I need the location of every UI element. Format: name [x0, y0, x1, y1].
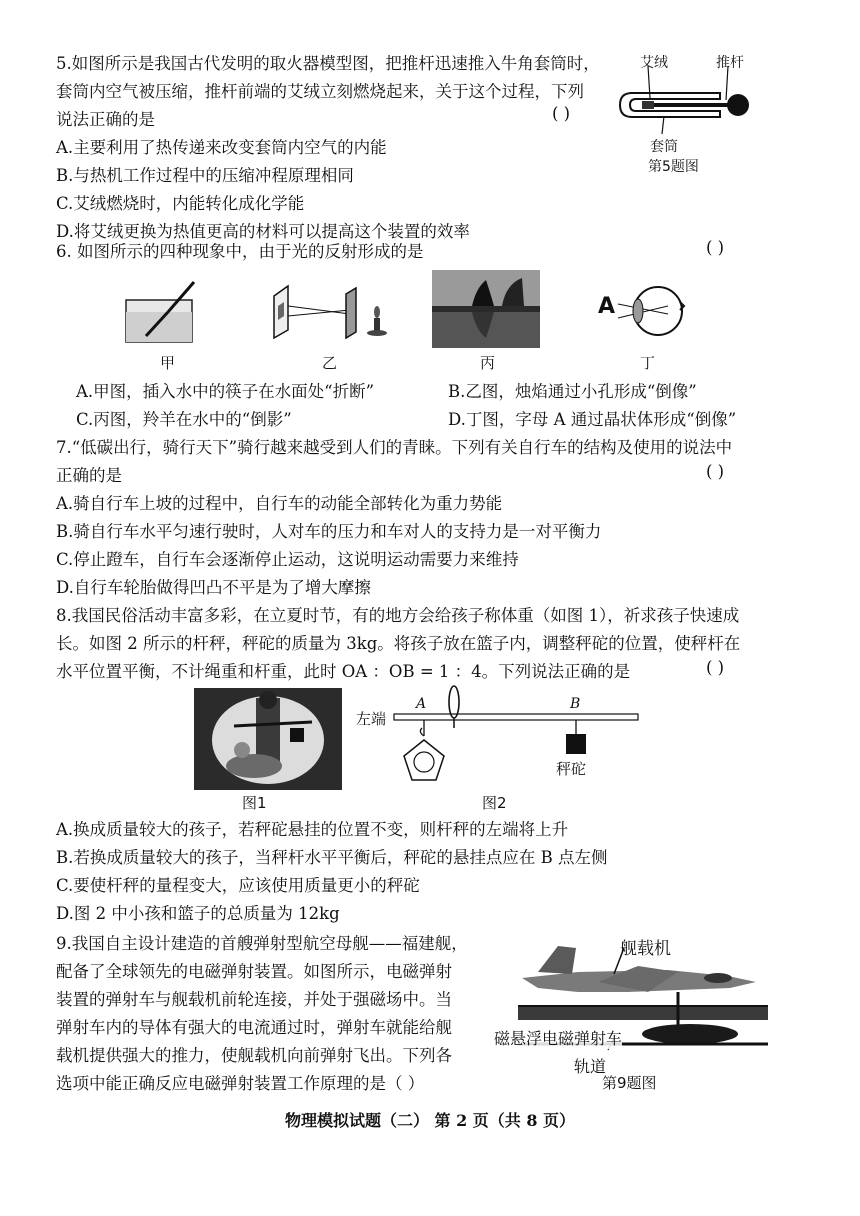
q8-option-b: B.若换成质量较大的孩子，当秤杆水平平衡后，秤砣的悬挂点应在 B 点左侧	[56, 848, 608, 867]
q5-line-1: 5.如图所示是我国古代发明的取火器模型图，把推杆迅速推入牛角套筒时，	[56, 54, 600, 73]
q7-answer-paren: ( )	[706, 462, 725, 481]
q9-line-5: 载机提供强大的推力，使舰载机向前弹射飞出。下列各	[56, 1046, 452, 1065]
q8-option-a: A.换成质量较大的孩子，若秤砣悬挂的位置不变，则杆秤的左端将上升	[56, 820, 569, 839]
q7-line-2: 正确的是	[56, 466, 122, 485]
fig8-caption-2: 图2	[482, 794, 507, 812]
q5-option-a: A.主要利用了热传递来改变套筒内空气的内能	[56, 138, 387, 157]
weighing-child-photo	[194, 688, 342, 790]
page-footer: 物理模拟试题（二） 第 2 页（共 8 页）	[284, 1111, 576, 1130]
fig6-label-bing: 丙	[480, 354, 496, 372]
q5-option-b: B.与热机工作过程中的压缩冲程原理相同	[56, 166, 354, 185]
fig8-point-a: A	[416, 696, 427, 712]
pinhole-camera-figure	[268, 282, 398, 342]
q9-line-4: 弹射车内的导体有强大的电流通过时，弹射车就能给舰	[56, 1018, 452, 1037]
q9-line-1: 9.我国自主设计建造的首艘弹射型航空母舰——福建舰，	[56, 934, 468, 953]
q6-option-d: D.丁图，字母 A 通过晶状体形成“倒像”	[448, 410, 737, 429]
q7-option-b: B.骑自行车水平匀速行驶时，人对车的压力和车对人的支持力是一对平衡力	[56, 522, 602, 541]
chopstick-in-water-figure	[124, 278, 196, 344]
fig6-label-jia: 甲	[160, 354, 176, 372]
fig5-label-tuigan: 推杆	[716, 55, 744, 71]
fig9-cart-label: 磁悬浮电磁弹射车	[494, 1026, 622, 1049]
q7-line-1: 7.“低碳出行，骑行天下”骑行越来越受到人们的青睐。下列有关自行车的结构及使用的说法中	[56, 438, 733, 457]
q6-option-b: B.乙图，烛焰通过小孔形成“倒像”	[448, 382, 697, 401]
q8-answer-paren: ( )	[706, 658, 725, 677]
fig8-weight-label: 秤砣	[556, 760, 587, 778]
fig8-left-end: 左端	[356, 710, 387, 728]
q5-option-c: C.艾绒燃烧时，内能转化成化学能	[56, 194, 305, 213]
question-8-options	[56, 816, 776, 928]
q7-option-d: D.自行车轮胎做得凹凸不平是为了增大摩擦	[56, 578, 371, 597]
fig9-plane-label: 舰载机	[620, 939, 671, 959]
q6-line: 6. 如图所示的四种现象中，由于光的反射形成的是	[56, 242, 424, 261]
q5-line-2: 套筒内空气被压缩，推杆前端的艾绒立刻燃烧起来，关于这个过程，下列	[56, 82, 584, 101]
q5-line-3: 说法正确的是	[56, 110, 155, 129]
q8-line-3: 水平位置平衡，不计绳重和杆重，此时 OA ：OB = 1 ：4。下列说法正确的是	[56, 662, 631, 681]
q6-answer-paren: ( )	[706, 238, 725, 257]
fig9-caption: 第9题图	[602, 1074, 657, 1092]
q9-line-3: 装置的弹射车与舰载机前轮连接，并处于强磁场中。当	[56, 990, 452, 1009]
question-6	[56, 238, 776, 266]
question-7	[56, 434, 776, 602]
question-8	[56, 602, 776, 686]
fig8-point-b: B	[570, 696, 581, 712]
q9-line-6: 选项中能正确反应电磁弹射装置工作原理的是（ ）	[56, 1074, 425, 1093]
q5-option-d: D.将艾绒更换为热值更高的材料可以提高这个装置的效率	[56, 222, 470, 241]
fig5-label-airong: 艾绒	[640, 55, 668, 71]
fig5-caption: 第5题图	[648, 159, 699, 175]
q8-line-2: 长。如图 2 所示的杆秤，秤砣的质量为 3kg。将孩子放在篮子内，调整秤砣的位置，使秤杆在	[56, 634, 741, 653]
fig6-label-yi: 乙	[322, 354, 338, 372]
q7-option-c: C.停止蹬车，自行车会逐渐停止运动，这说明运动需要力来维持	[56, 550, 519, 569]
q7-option-a: A.骑自行车上坡的过程中，自行车的动能全部转化为重力势能	[56, 494, 503, 513]
fig5-label-taotong: 套筒	[650, 139, 678, 155]
fig6-label-ding: 丁	[640, 354, 656, 372]
q9-line-2: 配备了全球领先的电磁弹射装置。如图所示，电磁弹射	[56, 962, 452, 981]
fig9-track-label: 轨道	[574, 1057, 607, 1076]
q6-option-c: C.丙图，羚羊在水中的“倒影”	[76, 410, 292, 429]
fig8-caption-1: 图1	[242, 794, 267, 812]
steelyard-diagram	[392, 680, 642, 790]
question-9	[56, 930, 496, 1098]
reflection-photo-figure	[432, 270, 540, 348]
q8-option-d: D.图 2 中小孩和篮子的总质量为 12kg	[56, 904, 340, 923]
q8-option-c: C.要使杆秤的量程变大，应该使用质量更小的秤砣	[56, 876, 420, 895]
fig6-letter-a: A	[598, 294, 616, 319]
q8-line-1: 8.我国民俗活动丰富多彩，在立夏时节，有的地方会给孩子称体重（如图 1），祈求孩子快速成	[56, 606, 740, 625]
q5-answer-paren: ( )	[552, 104, 571, 123]
q6-option-a: A.甲图，插入水中的筷子在水面处“折断”	[76, 382, 375, 401]
